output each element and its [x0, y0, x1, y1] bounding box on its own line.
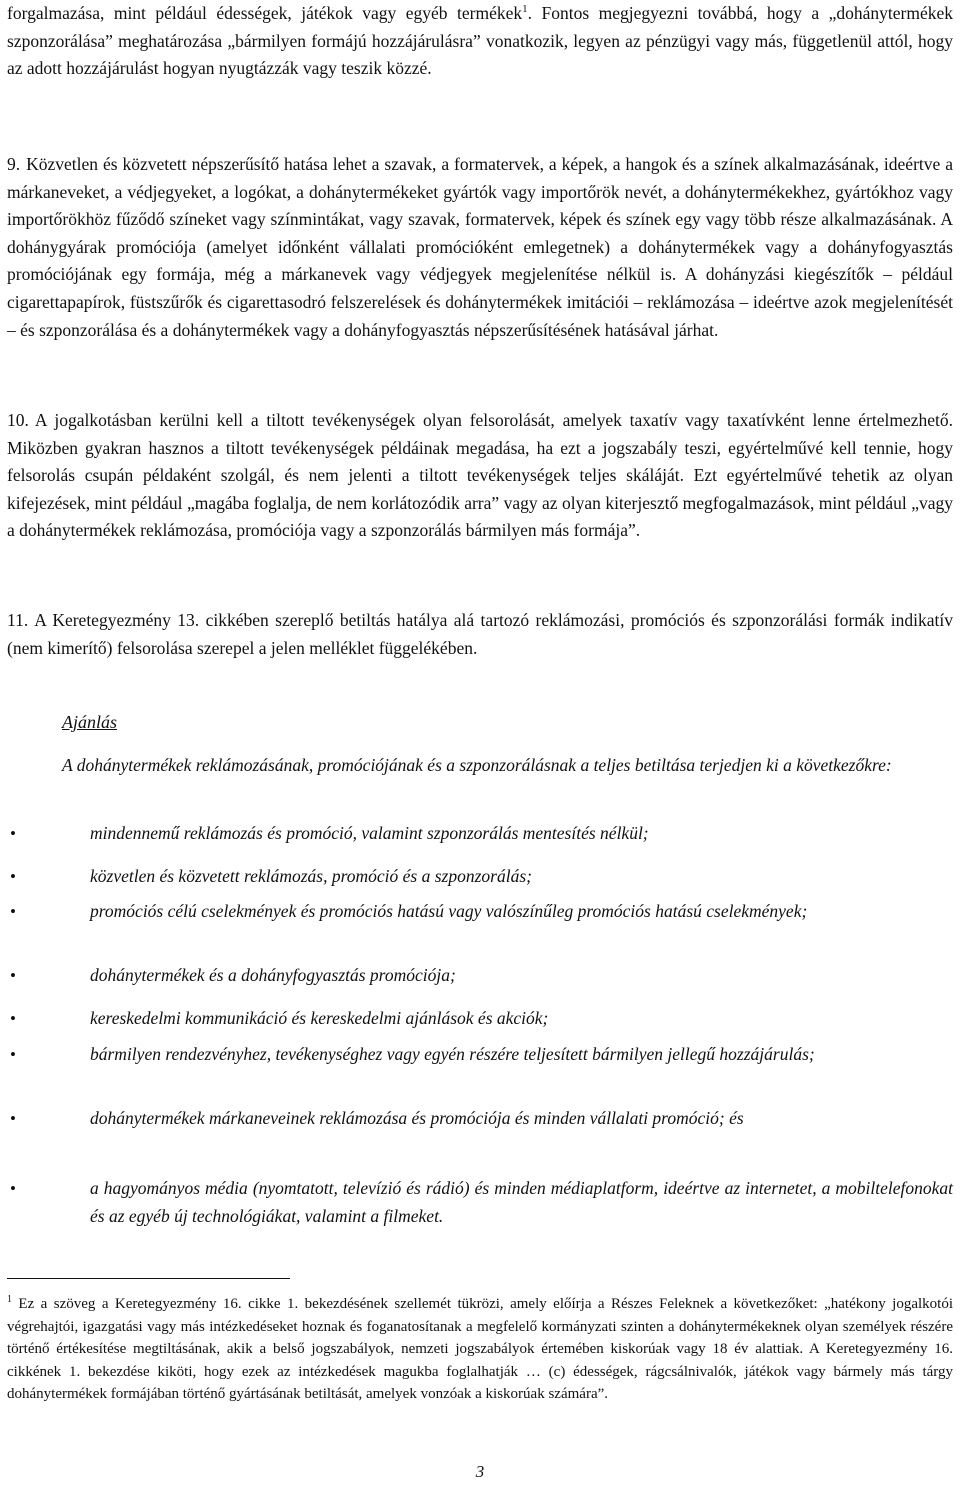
- list-item-text: dohánytermékek márkaneveinek reklámozása és promóciója és minden vállalati promóció; és: [90, 1108, 744, 1128]
- bullet-icon: •: [10, 824, 16, 843]
- paragraph-10: [7, 407, 953, 545]
- list-item-text: bármilyen rendezvényhez, tevékenységhez vagy egyén részére teljesített bármilyen jellegű hozzájárulás;: [90, 1044, 815, 1064]
- list-item: [10, 898, 953, 926]
- bullet-icon: •: [10, 1009, 16, 1028]
- paragraph-text: A Keretegyezmény 13. cikkében szereplő betiltás hatálya alá tartozó reklámozási, promóciós és szponzorálási formák indikatív (nem kimerítő) felsorolása szerepel a jelen melléklet függelékében.: [7, 610, 953, 658]
- list-item: [10, 1105, 953, 1133]
- list-item: [10, 1005, 953, 1033]
- list-item-text: mindennemű reklámozás és promóció, valamint szponzorálás mentesítés nélkül;: [90, 823, 649, 843]
- bullet-icon: •: [10, 1109, 16, 1128]
- footnote-divider: [7, 1278, 290, 1279]
- paragraph-text: forgalmazása, mint például édességek, játékok vagy egyéb termékek: [7, 3, 523, 23]
- paragraph-text: . Fontos megjegyezni továbbá, hogy a „dohánytermékek szponzorálása” meghatározása „bármilyen formájú hozzájárulásra” vonatkozik, legyen az pénzügyi vagy más, függetlenül attól, hogy az adott hozzájárulást hogyan nyugtázzák vagy teszik közzé.: [7, 3, 953, 79]
- paragraph-number: 10.: [7, 410, 29, 430]
- recommendation-intro: A dohánytermékek reklámozásának, promóciójának és a szponzorálásnak a teljes betiltása terjedjen ki a következőkre:: [62, 755, 892, 775]
- paragraph-number: 11.: [7, 610, 29, 630]
- paragraph-9: [7, 151, 953, 344]
- list-item-text: a hagyományos média (nyomtatott, televízió és rádió) és minden médiaplatform, ideértve az internetet, a mobiltelefonokat és az egyéb új technológiákat, valamint a filmeket.: [90, 1178, 953, 1226]
- footnote-marker: 1: [7, 1294, 12, 1305]
- recommendation-heading: Ajánlás: [62, 712, 118, 732]
- list-item: [10, 1041, 953, 1069]
- list-item-text: dohánytermékek és a dohányfogyasztás promóciója;: [90, 965, 456, 985]
- bullet-icon: •: [10, 966, 16, 985]
- list-item: [10, 1175, 953, 1230]
- list-item-text: promóciós célú cselekmények és promóciós hatású vagy valószínűleg promóciós hatású cselekmények;: [90, 901, 808, 921]
- list-item: [10, 863, 953, 891]
- footnote-text: Ez a szöveg a Keretegyezmény 16. cikke 1. bekezdésének szellemét tükrözi, amely előírja a Részes Feleknek a következőket: „hatékony jogalkotói végrehajtói, igazgatási vagy más intézkedéseket hoznak és foganatosítanak a megfelelő kormányzati szinten a dohánytermékeknek olyan személyek részére történő értékesítése megtiltásának, akik a belső jogszabályok, nemzeti jogszabályok értemében kiskorúak vagy 18 év alattiak. A Keretegyezmény 16. cikkének 1. bekezdése kiköti, hogy ezek az intézkedések magukba foglalhatják … (c) édességek, rágcsálnivalók, játékok vagy bármely más tárgy dohánytermékek formájában történő gyártásának betiltását, amelyek vonzóak a kiskorúak számára”.: [7, 1296, 953, 1403]
- bullet-icon: •: [10, 867, 16, 886]
- continued-paragraph: [7, 0, 953, 83]
- paragraph-number: 9.: [7, 154, 21, 174]
- bullet-icon: •: [10, 1045, 16, 1064]
- footnote-reference[interactable]: 1: [522, 3, 528, 16]
- list-item-text: közvetlen és közvetett reklámozás, promóció és a szponzorálás;: [90, 866, 532, 886]
- list-item-text: kereskedelmi kommunikáció és kereskedelmi ajánlások és akciók;: [90, 1008, 549, 1028]
- page-number: 3: [475, 1462, 485, 1481]
- footnote: [7, 1293, 953, 1406]
- bullet-icon: •: [10, 902, 16, 921]
- list-item: [10, 820, 953, 848]
- paragraph-text: Közvetlen és közvetett népszerűsítő hatása lehet a szavak, a formatervek, a képek, a hangok és a színek alkalmazásának, ideértve a márkaneveket, a védjegyeket, a logókat, a dohánytermékeket gyártók vagy importőrök nevét, a dohánytermékekhez, gyártókhoz vagy importőrökhöz fűződő színeket vagy színmintákat, vagy szavak, formatervek, képek és színek egy vagy több része alkalmazásának. A dohánygyárak promóciója (amelyet időnként vállalati promócióként emlegetnek) a dohánytermékek vagy a dohányfogyasztás promóciójának egy formája, még a márkanevek vagy védjegyek megjelenítése nélkül is. A dohányzási kiegészítők – például cigarettapapírok, füstszűrők és cigarettasodró felszerelések és dohánytermékek imitációi – reklámozása – ideértve azok megjelenítését – és szponzorálása és a dohánytermékek vagy a dohányfogyasztás népszerűsítésének hatásával járhat.: [7, 154, 953, 340]
- list-item: [10, 962, 953, 990]
- paragraph-11: [7, 607, 953, 662]
- bullet-icon: •: [10, 1179, 16, 1198]
- paragraph-text: A jogalkotásban kerülni kell a tiltott tevékenységek olyan felsorolását, amelyek taxatív vagy taxatívként lenne értelmezhető. Miközben gyakran hasznos a tiltott tevékenységek példáinak megadása, ha ezt a jogszabály teszi, egyértelművé kell tennie, hogy felsorolás csupán példaként szolgál, és nem jelenti a tiltott tevékenységek teljes skáláját. Ezt egyértelművé tehetik az olyan kifejezések, mint például „magába foglalja, de nem korlátozódik arra” vagy az olyan kiterjesztő megfogalmazások, mint például „vagy a dohánytermékek reklámozása, promóciója vagy a szponzorálás bármilyen más formája”.: [7, 410, 953, 541]
